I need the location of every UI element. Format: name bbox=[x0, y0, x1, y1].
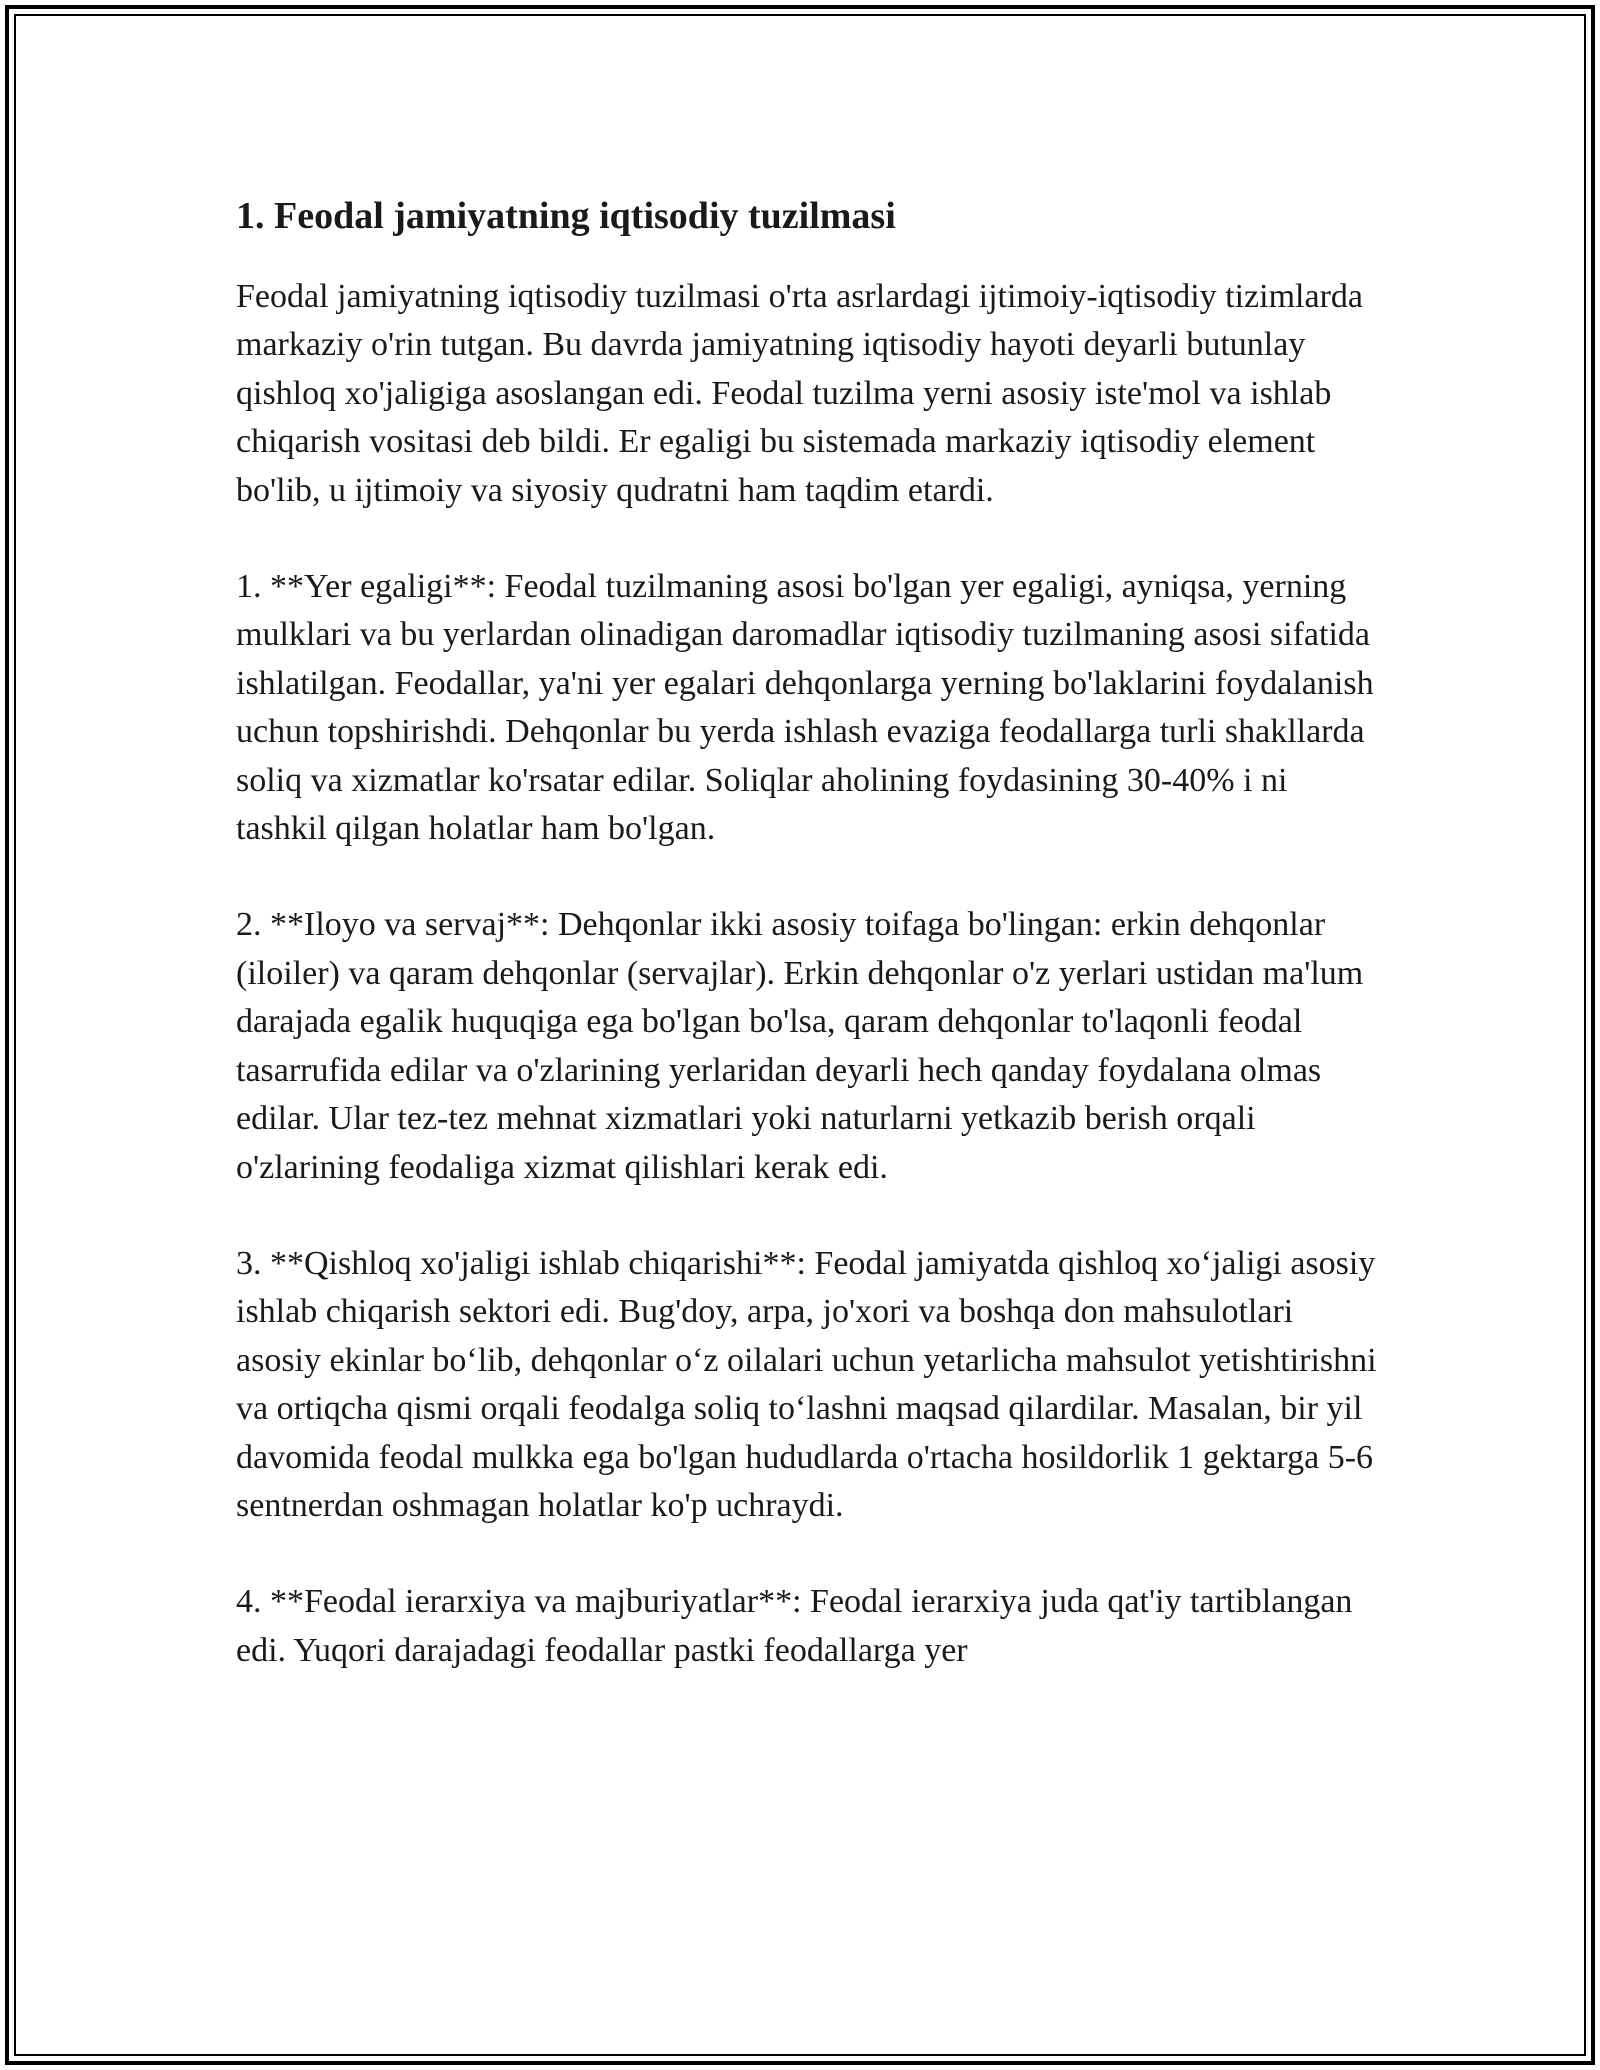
intro-paragraph: Feodal jamiyatning iqtisodiy tuzilmasi o'rta asrlardagi ijtimoiy-iqtisodiy tizimlarda markaziy o'rin tutgan. Bu davrda jamiyatning iqtisodiy hayoti deyarli butunlay qishloq xo'jaligiga asoslangan edi. Feodal tuzilma yerni asosiy iste'mol va ishlab chiqarish vositasi deb bildi. Er egaligi bu sistemada markaziy iqtisodiy element bo'lib, u ijtimoiy va siyosiy qudratni ham taqdim etardi. bbox=[236, 278, 1363, 509]
section-heading: 1. Feodal jamiyatning iqtisodiy tuzilmasi bbox=[236, 195, 896, 237]
paragraph-iloyo-va-servaj: 2. **Iloyo va servaj**: Dehqonlar ikki asosiy toifaga bo'lingan: erkin dehqonlar (iloiler) va qaram dehqonlar (servajlar). Erkin dehqonlar o'z yerlari ustidan ma'lum darajada egalik huquqiga ega bo'lgan bo'lsa, qaram dehqonlar to'laqonli feodal tasarrufida edilar va o'zlarining yerlaridan deyarli hech qanday foydalana olmas edilar. Ular tez-tez mehnat xizmatlari yoki naturlarni yetkazib berish orqali o'zlarining feodaliga xizmat qilishlari kerak edi. bbox=[236, 906, 1364, 1186]
paragraph-yer-egaligi: 1. **Yer egaligi**: Feodal tuzilmaning asosi bo'lgan yer egaligi, ayniqsa, yerning mulklari va bu yerlardan olinadigan daromadlar iqtisodiy tuzilmaning asosi sifatida ishlatilgan. Feodallar, ya'ni yer egalari dehqonlarga yerning bo'laklarini foydalanish uchun topshirishdi. Dehqonlar bu yerda ishlash evaziga feodallarga turli shakllarda soliq va xizmatlar ko'rsatar edilar. Soliqlar aholining foydasining 30-40% i ni tashkil qilgan holatlar ham bo'lgan. bbox=[236, 568, 1374, 848]
paragraph-feodal-ierarxiya: 4. **Feodal ierarxiya va majburiyatlar**: Feodal ierarxiya juda qat'iy tartiblangan edi. Yuqori darajadagi feodallar pastki feodallarga yer bbox=[236, 1583, 1353, 1669]
document-body bbox=[236, 186, 1386, 1723]
paragraph-qishloq-xojaligi: 3. **Qishloq xo'jaligi ishlab chiqarishi**: Feodal jamiyatda qishloq xo‘jaligi asosiy ishlab chiqarish sektori edi. Bug'doy, arpa, jo'xori va boshqa don mahsulotlari asosiy ekinlar bo‘lib, dehqonlar o‘z oilalari uchun yetarlicha mahsulot yetishtirishni va ortiqcha qismi orqali feodalga soliq to‘lashni maqsad qilardilar. Masalan, bir yil davomida feodal mulkka ega bo'lgan hududlarda o'rtacha hosildorlik 1 gektarga 5-6 sentnerdan oshmagan holatlar ko'p uchraydi. bbox=[236, 1244, 1377, 1524]
